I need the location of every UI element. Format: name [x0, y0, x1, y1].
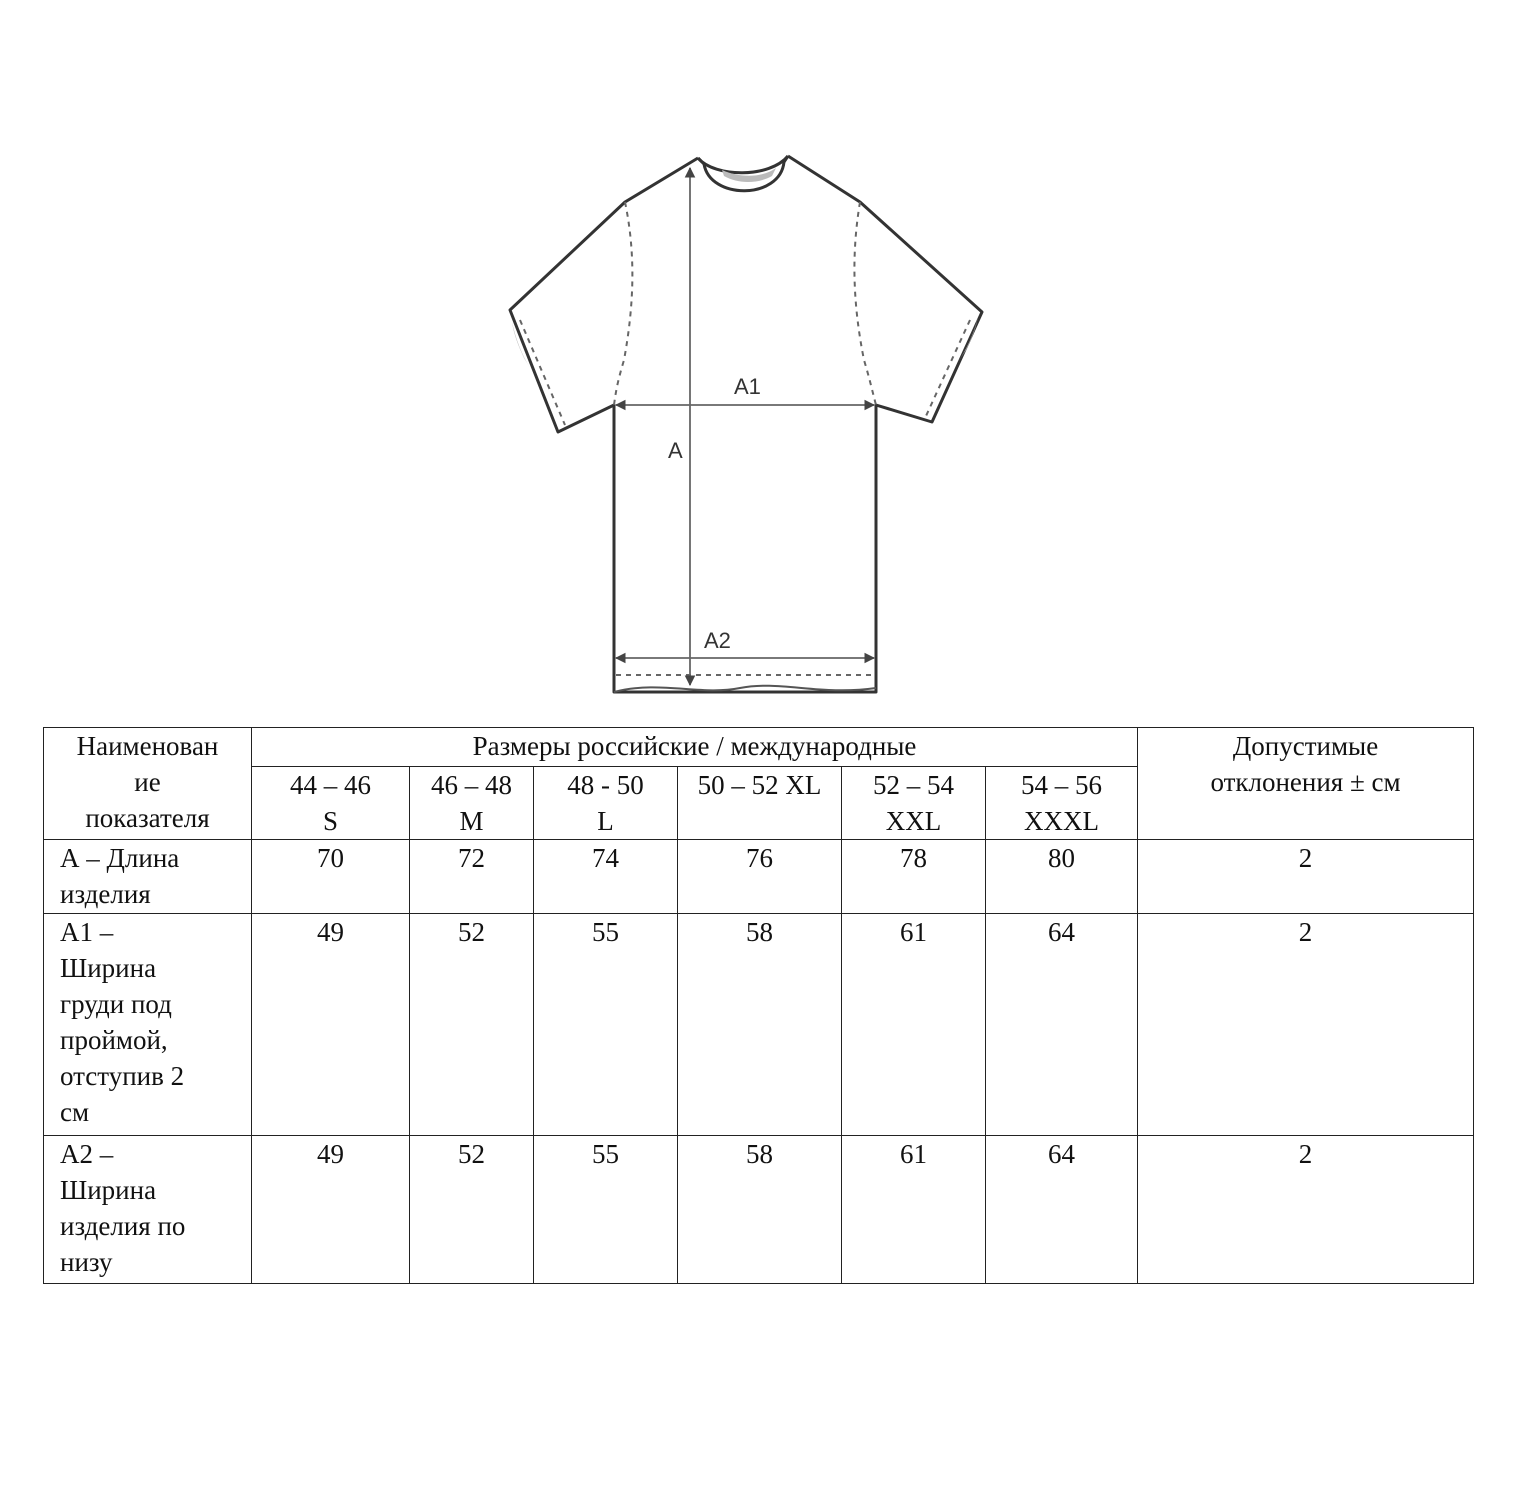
value-cell: 49 — [252, 914, 410, 1136]
value-cell: 55 — [534, 914, 678, 1136]
row-name-line: Ширина — [60, 953, 157, 983]
value-cell: 64 — [986, 914, 1138, 1136]
header-tolerance-line: Допустимые — [1232, 731, 1379, 761]
value-cell: 55 — [534, 1136, 678, 1284]
header-tolerance-line: отклонения ± см — [1210, 767, 1401, 797]
row-name-cell — [44, 1136, 252, 1284]
value-cell: 58 — [678, 1136, 842, 1284]
value-cell: 70 — [252, 840, 410, 914]
header-size-cell — [534, 767, 678, 840]
diagram-label-a1: A1 — [734, 374, 761, 399]
row-name-line: отступив 2 — [60, 1061, 185, 1091]
header-tolerance-col — [1138, 728, 1474, 840]
header-size-cell — [842, 767, 986, 840]
row-name-line: изделия по — [60, 1211, 186, 1241]
row-name-line: низу — [60, 1247, 113, 1277]
size-ru: 50 – 52 XL — [697, 770, 822, 800]
table-row — [44, 1136, 1474, 1284]
row-name-line: изделия — [60, 879, 151, 909]
row-name-line: А2 – — [60, 1139, 114, 1169]
row-name-cell — [44, 840, 252, 914]
header-size-cell — [252, 767, 410, 840]
value-cell: 72 — [410, 840, 534, 914]
size-ru: 48 - 50 — [567, 770, 644, 800]
tshirt-seams — [520, 202, 970, 675]
size-intl: XXXL — [1024, 806, 1100, 836]
value-cell: 64 — [986, 1136, 1138, 1284]
size-ru: 52 – 54 — [873, 770, 954, 800]
header-name-col — [44, 728, 252, 840]
tolerance-cell: 2 — [1138, 914, 1474, 1136]
tolerance-cell: 2 — [1138, 840, 1474, 914]
value-cell: 58 — [678, 914, 842, 1136]
size-intl: M — [459, 806, 484, 836]
size-intl: L — [597, 806, 614, 836]
tshirt-diagram — [500, 140, 990, 705]
header-size-cell — [678, 767, 842, 840]
diagram-label-a: A — [668, 438, 683, 463]
value-cell: 61 — [842, 1136, 986, 1284]
size-ru: 44 – 46 — [290, 770, 371, 800]
row-name-line: А1 – — [60, 917, 114, 947]
size-intl: XXL — [885, 806, 942, 836]
tolerance-cell: 2 — [1138, 1136, 1474, 1284]
row-name-line: Ширина — [60, 1175, 157, 1205]
row-name-line: груди под — [60, 989, 172, 1019]
table-header-row-1 — [44, 728, 1474, 767]
value-cell: 76 — [678, 840, 842, 914]
size-ru: 54 – 56 — [1021, 770, 1103, 800]
header-size-cell — [410, 767, 534, 840]
size-intl: S — [322, 806, 339, 836]
value-cell: 61 — [842, 914, 986, 1136]
header-name-line: Наименован — [76, 731, 219, 761]
tshirt-outline — [510, 156, 982, 692]
value-cell: 52 — [410, 1136, 534, 1284]
header-sizes-group: Размеры российские / международные — [252, 728, 1138, 767]
diagram-label-a2: A2 — [704, 628, 731, 653]
value-cell: 49 — [252, 1136, 410, 1284]
row-name-cell — [44, 914, 252, 1136]
row-name-line: см — [60, 1097, 90, 1127]
row-name-line: А – Длина — [60, 843, 180, 873]
table-row — [44, 914, 1474, 1136]
value-cell: 74 — [534, 840, 678, 914]
header-name-line: показателя — [85, 803, 210, 833]
size-table — [43, 727, 1474, 1284]
value-cell: 78 — [842, 840, 986, 914]
row-name-line: проймой, — [60, 1025, 168, 1055]
size-ru: 46 – 48 — [431, 770, 512, 800]
value-cell: 52 — [410, 914, 534, 1136]
header-name-line: ие — [134, 767, 161, 797]
value-cell: 80 — [986, 840, 1138, 914]
tshirt-shading — [512, 168, 978, 368]
table-row — [44, 840, 1474, 914]
header-size-cell — [986, 767, 1138, 840]
